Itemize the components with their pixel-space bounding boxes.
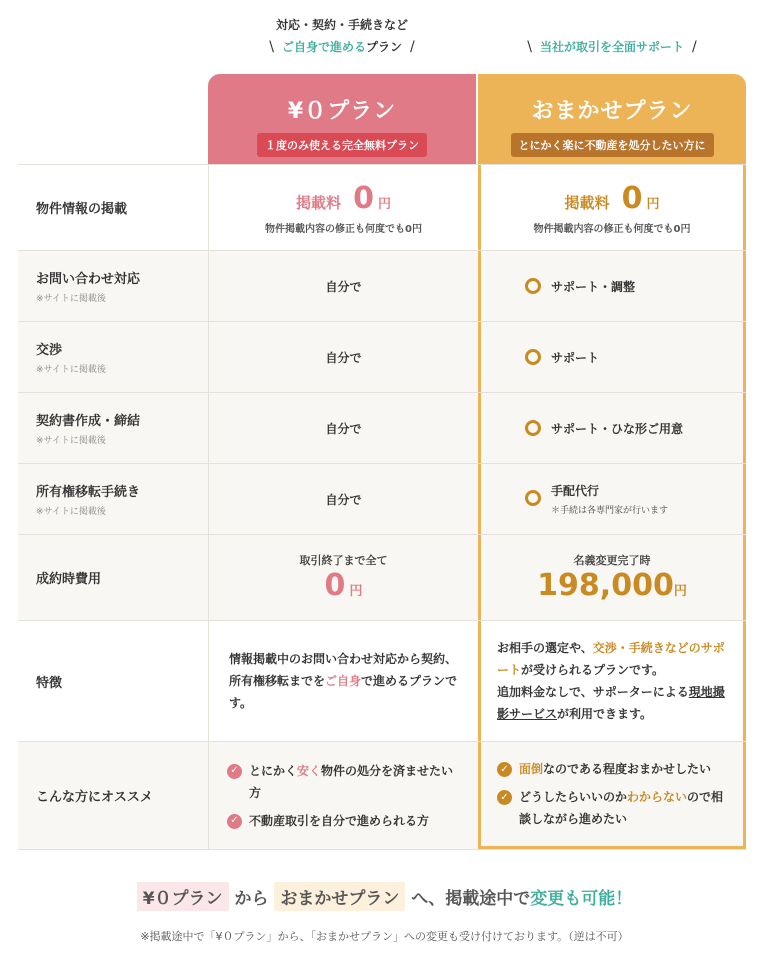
free-cell	[208, 322, 478, 392]
row-label	[18, 464, 208, 534]
row-label-text: 成約時費用	[36, 572, 102, 587]
free-cell	[208, 464, 478, 534]
row-label-note: ※サイトに掲載後	[36, 365, 106, 375]
free-cell	[208, 621, 478, 741]
text-accent: 交渉・手続きなどのサポート	[497, 641, 725, 677]
text-span: どうしたらいいのか	[519, 790, 628, 804]
row-label	[18, 621, 208, 741]
omakase-cell	[478, 251, 746, 321]
free-feature-text	[229, 648, 458, 714]
fee-label: 掲載料	[564, 193, 610, 212]
free-listing-fee	[296, 181, 391, 216]
circle-icon	[525, 490, 541, 506]
free-plan-caption	[208, 14, 476, 58]
check-icon: ✓	[497, 790, 512, 805]
free-cell-text: 自分で	[325, 421, 362, 436]
free-caption-line2	[208, 36, 476, 58]
free-caption-rest: プラン	[366, 40, 403, 54]
plan-change-banner	[0, 882, 769, 911]
free-caption-accent: ご自身で進める	[281, 40, 366, 54]
text-span: が利用できます。	[557, 707, 653, 721]
row-label	[18, 251, 208, 321]
text-accent: 面倒	[519, 762, 544, 776]
free-cell-text: 自分で	[325, 350, 362, 365]
free-cell-text: 自分で	[325, 492, 362, 507]
omakase-cell-note: ＊手続は各専門家が行います	[551, 506, 669, 516]
omakase-cell-text: サポート・ひな形ご用意	[551, 421, 684, 436]
check-icon: ✓	[227, 814, 242, 829]
omakase-plan-title: おまかせプラン	[531, 99, 693, 124]
fee-amount: 0	[621, 180, 643, 216]
table-row-recommend	[18, 741, 746, 850]
list-item	[227, 760, 460, 804]
free-plan-subtitle: １度のみ使える完全無料プラン	[257, 133, 427, 157]
check-icon: ✓	[497, 762, 512, 777]
check-icon: ✓	[227, 764, 242, 779]
slash-close: /	[410, 39, 415, 55]
text-accent: 安く	[297, 763, 322, 778]
footnote: ※掲載途中で「¥０プラン」から、「おまかせプラン」への変更も受け付けております。（逆は不可）	[140, 930, 629, 943]
row-label-text: こんな方にオススメ	[36, 790, 153, 805]
omakase-cell-text: サポート	[551, 350, 600, 365]
row-label-text: お問い合わせ対応	[36, 272, 141, 287]
row-label	[18, 535, 208, 620]
omakase-cell-text: サポート・調整	[551, 279, 636, 294]
free-caption-line1: 対応・契約・手続きなど	[275, 18, 408, 32]
row-label	[18, 393, 208, 463]
text-span: が受けられるプランです。	[521, 663, 665, 677]
omakase-feature-text	[497, 637, 727, 725]
free-cell	[208, 535, 478, 620]
text-span: 不動産取引を自分で進められる方	[249, 813, 430, 828]
circle-icon	[525, 278, 541, 294]
row-label-note: ※サイトに掲載後	[36, 507, 106, 517]
text-span: 情報掲載中のお問い合わせ対応から契約、所有権移転までを	[229, 652, 458, 688]
free-cell	[208, 393, 478, 463]
slash-open: \	[527, 39, 532, 55]
row-label-text: 物件情報の掲載	[36, 202, 128, 217]
text-span: なのである程度おまかせしたい	[543, 762, 712, 776]
free-cell	[208, 742, 478, 849]
table-row-contract	[18, 392, 746, 463]
table-row-transfer	[18, 463, 746, 534]
table-row-inquiry	[18, 250, 746, 321]
banner-tag-free: ¥０プラン	[137, 882, 229, 911]
text-accent: わからない	[627, 790, 688, 804]
omakase-cell	[478, 322, 746, 392]
text-span: お相手の選定や、	[497, 641, 593, 655]
text-span: ので相談しながら進めたい	[519, 790, 724, 826]
omakase-cell	[478, 742, 746, 849]
row-label-text: 契約書作成・締結	[36, 414, 141, 429]
omakase-cell	[478, 535, 746, 620]
free-cell	[208, 251, 478, 321]
price-amount: 198,000	[537, 568, 674, 603]
free-plan-header	[208, 74, 476, 164]
list-item	[497, 758, 727, 780]
fee-amount: 0	[353, 180, 374, 216]
slash-open: \	[269, 39, 274, 55]
fee-note: 物件掲載内容の修正も何度でも0円	[533, 223, 691, 235]
fee-unit: 円	[377, 196, 391, 212]
banner-text: から	[234, 889, 269, 909]
free-cell-text: 自分で	[325, 279, 362, 294]
banner-tag-omakase: おまかせプラン	[274, 882, 405, 911]
circle-icon	[525, 349, 541, 365]
row-label-note: ※サイトに掲載後	[36, 294, 106, 304]
text-span: 物件の処分を済ませたい方	[249, 763, 454, 800]
omakase-cell	[478, 165, 746, 250]
omakase-plan-header	[478, 74, 746, 164]
banner-accent: 変更も可能！	[530, 889, 633, 909]
row-label	[18, 165, 208, 250]
omakase-cell-text: 手配代行	[551, 484, 600, 498]
omakase-plan-caption	[478, 36, 746, 58]
price-caption: 取引終了まで全て	[299, 554, 388, 567]
omakase-cell	[478, 621, 746, 741]
free-cell	[208, 165, 478, 250]
circle-icon	[525, 420, 541, 436]
price-caption: 名義変更完了時	[573, 554, 651, 567]
price-unit: 円	[673, 584, 687, 599]
table-row-negotiation	[18, 321, 746, 392]
row-label-text: 特徴	[36, 675, 63, 691]
fee-note: 物件掲載内容の修正も何度でも0円	[265, 223, 422, 235]
fee-label: 掲載料	[296, 193, 342, 212]
text-underline: 現地撮影サービス	[497, 685, 725, 721]
banner-text: へ、掲載途中で	[411, 889, 531, 909]
omakase-caption-accent: 当社が取引を全面サポート	[539, 40, 684, 54]
omakase-cell	[478, 464, 746, 534]
fee-unit: 円	[646, 196, 660, 212]
text-span: 追加料金なしで、サポーターによる	[497, 685, 689, 699]
slash-close: /	[692, 39, 697, 55]
row-label-text: 交渉	[36, 343, 63, 358]
omakase-cell	[478, 393, 746, 463]
table-row-fee	[18, 534, 746, 620]
table-row-listing	[18, 164, 746, 250]
row-label	[18, 322, 208, 392]
omakase-listing-fee	[565, 181, 660, 216]
comparison-table	[18, 164, 746, 850]
text-span: で進めるプランです。	[229, 674, 458, 710]
table-row-feature	[18, 620, 746, 741]
list-item	[227, 810, 460, 832]
row-label-text: 所有権移転手続き	[36, 485, 141, 500]
free-plan-title: ¥０プラン	[287, 99, 397, 124]
row-label	[18, 742, 208, 849]
row-label-note: ※サイトに掲載後	[36, 436, 106, 446]
omakase-plan-subtitle: とにかく楽に不動産を処分したい方に	[511, 133, 714, 157]
price-amount: 0	[324, 568, 346, 603]
price-unit: 円	[349, 584, 363, 599]
text-span: とにかく	[249, 763, 298, 778]
text-accent: ご自身	[325, 674, 362, 688]
list-item	[497, 786, 727, 830]
